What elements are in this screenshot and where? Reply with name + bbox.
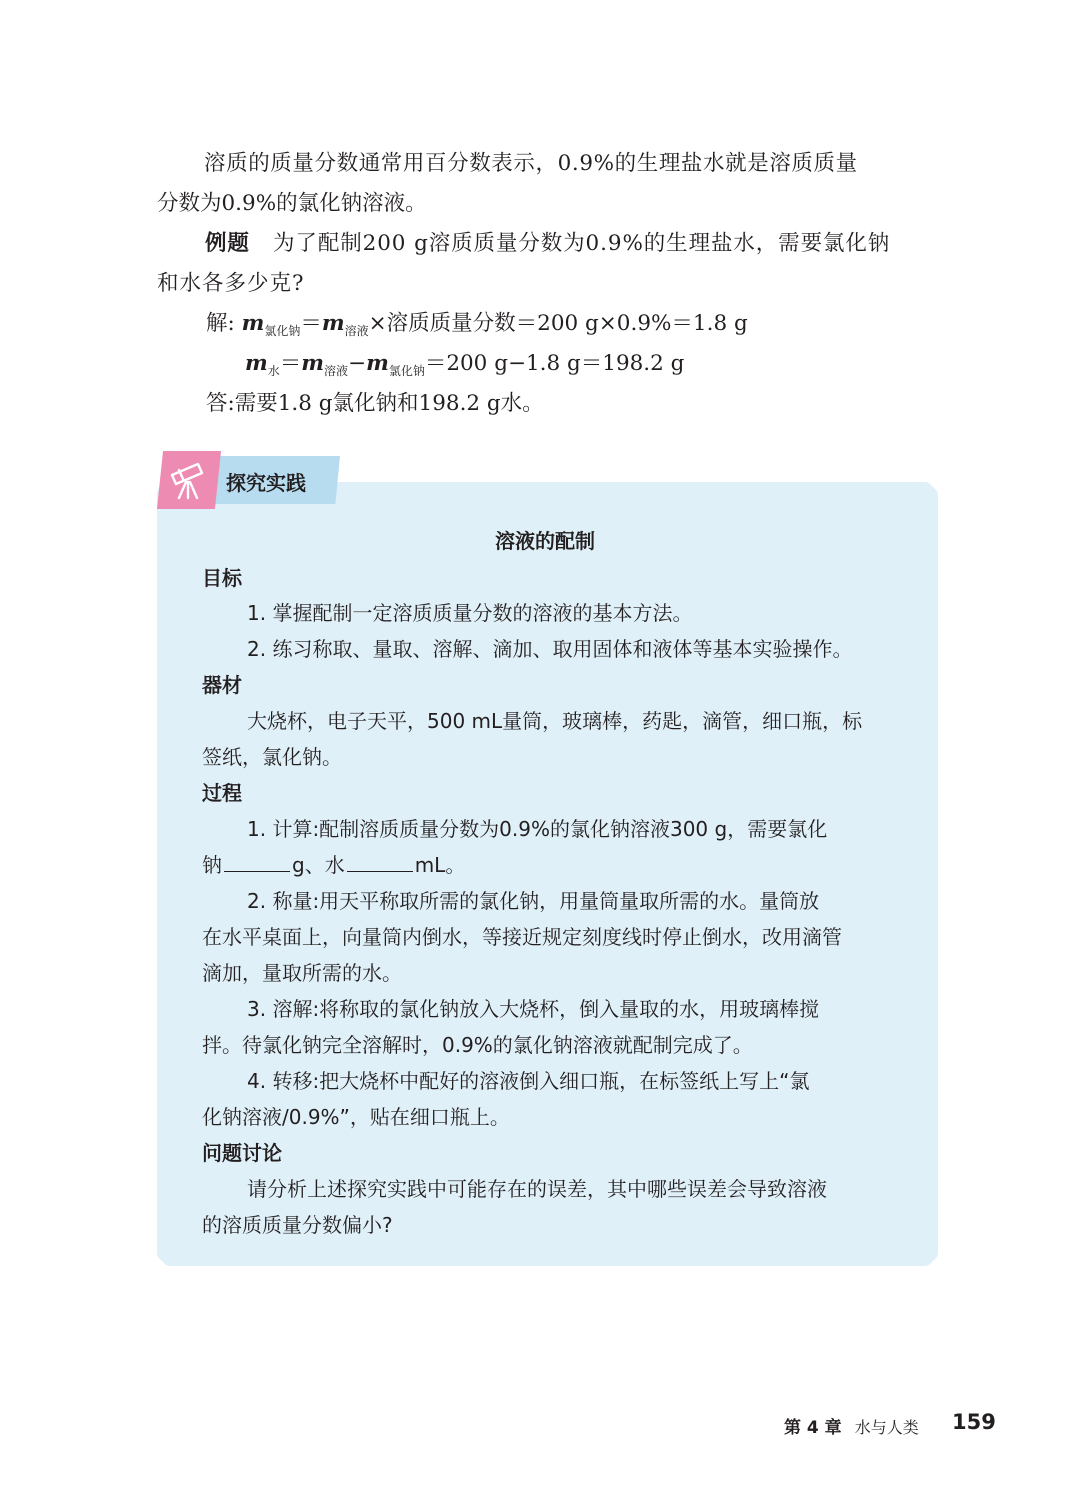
step-1-text-b: g、水: [292, 853, 345, 877]
subscript-nacl: 氯化钠: [264, 324, 301, 338]
solution-line-1: [206, 306, 748, 339]
step-3-line-2: 拌。待氯化钠完全溶解时，0.9%的氯化钠溶液就配制完成了。: [202, 1033, 753, 1057]
mass-symbol: m: [321, 311, 345, 336]
step-1-line-2: [202, 849, 465, 878]
mass-symbol: m: [301, 351, 325, 376]
example-question: 为了配制200 g溶质质量分数为0.9%的生理盐水，需要氯化钠: [273, 231, 891, 256]
solution-line-2: [245, 346, 684, 379]
discussion-heading: 问题讨论: [202, 1141, 282, 1165]
step-1-text-a: 钠: [202, 853, 222, 877]
goal-item-2: 2. 练习称取、量取、溶解、滴加、取用固体和液体等基本实验操作。: [247, 637, 853, 661]
intro-line-1: 溶质的质量分数通常用百分数表示，0.9%的生理盐水就是溶质质量: [204, 151, 858, 176]
step-4-line-1: 4. 转移:把大烧杯中配好的溶液倒入细口瓶，在标签纸上写上“氯: [247, 1069, 810, 1093]
intro-line-2: 分数为0.9%的氯化钠溶液。: [157, 191, 427, 216]
mass-symbol: m: [245, 351, 268, 376]
step-2-line-3: 滴加，量取所需的水。: [202, 961, 402, 985]
step-2-line-2: 在水平桌面上，向量筒内倒水，等接近规定刻度线时停止倒水，改用滴管: [202, 925, 842, 949]
step-1-line-1: 1. 计算:配制溶质质量分数为0.9%的氯化钠溶液300 g，需要氯化: [247, 817, 828, 841]
page-footer: [784, 1413, 919, 1438]
subscript-solution: 溶液: [344, 324, 369, 338]
step-2-line-1: 2. 称量:用天平称取所需的氯化钠，用量筒量取所需的水。量筒放: [247, 889, 820, 913]
mass-symbol: m: [366, 351, 389, 376]
materials-line-2: 签纸，氯化钠。: [202, 745, 342, 769]
example-line-1: [205, 226, 890, 257]
step-3-line-1: 3. 溶解:将称取的氯化钠放入大烧杯，倒入量取的水，用玻璃棒搅: [247, 997, 820, 1021]
subscript-nacl: 氯化钠: [388, 364, 425, 378]
materials-heading: 器材: [202, 673, 242, 697]
inquiry-tab-title: 探究实践: [226, 471, 306, 495]
telescope-icon: [166, 458, 212, 502]
process-heading: 过程: [202, 781, 242, 805]
solution-line-2-rest: ＝200 g−1.8 g＝198.2 g: [424, 351, 685, 376]
page-number: 159: [952, 1410, 996, 1434]
discussion-line-2: 的溶质质量分数偏小?: [202, 1213, 393, 1237]
materials-line-1: 大烧杯，电子天平，500 mL量筒，玻璃棒，药匙，滴管，细口瓶，标: [247, 709, 863, 733]
solution-prefix: 解:: [206, 311, 235, 336]
answer-line: 答:需要1.8 g氯化钠和198.2 g水。: [206, 391, 544, 416]
example-line-2: 和水各多少克?: [157, 271, 305, 296]
equals-sign: ＝: [279, 351, 302, 376]
example-label: 例题: [205, 231, 250, 256]
subscript-water: 水: [267, 364, 280, 378]
chapter-title: 水与人类: [854, 1418, 919, 1437]
step-1-text-c: mL。: [414, 853, 466, 877]
blank-water-ml[interactable]: [347, 855, 413, 872]
chapter-number: 第 4 章: [784, 1418, 842, 1438]
subscript-solution: 溶液: [324, 364, 349, 378]
goal-item-1: 1. 掌握配制一定溶质质量分数的溶液的基本方法。: [247, 601, 693, 625]
discussion-line-1: 请分析上述探究实践中可能存在的误差，其中哪些误差会导致溶液: [247, 1177, 827, 1201]
equals-sign: ＝: [300, 311, 322, 336]
mass-symbol: m: [241, 311, 265, 336]
box-title: 溶液的配制: [495, 529, 595, 553]
blank-nacl-grams[interactable]: [224, 855, 290, 872]
goal-heading: 目标: [202, 566, 242, 590]
step-4-line-2: 化钠溶液/0.9%”，贴在细口瓶上。: [202, 1105, 510, 1129]
minus-sign: −: [348, 351, 367, 376]
solution-line-1-rest: ×溶质质量分数＝200 g×0.9%＝1.8 g: [368, 311, 748, 336]
